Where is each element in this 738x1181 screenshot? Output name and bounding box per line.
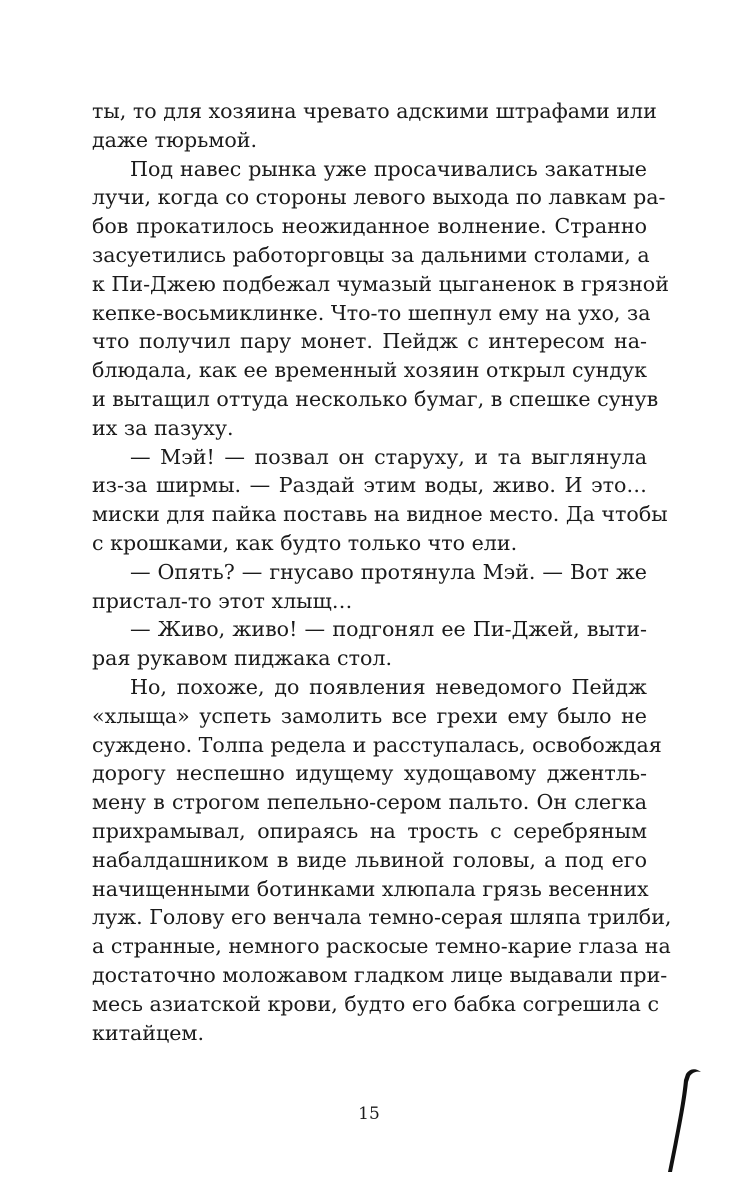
text-line: ты, то для хозяина чревато адскими штрафами или xyxy=(92,99,657,123)
text-line: «хлыща» успеть замолить все грехи ему было не xyxy=(92,703,647,728)
text-line: — Живо, живо! — подгонял ее Пи-Джей, выти- xyxy=(130,617,647,642)
text-line: достаточно моложавом гладком лице выдавали при- xyxy=(92,962,668,987)
paragraph-5 xyxy=(92,615,647,673)
text-line: бов прокатилось неожиданное волнение. Странно xyxy=(92,214,647,239)
text-line: суждено. Толпа редела и расступалась, освобождая xyxy=(92,732,662,757)
paragraph-1 xyxy=(92,97,657,155)
text-line: мену в строгом пепельно-сером пальто. Он слегка xyxy=(92,790,647,815)
text-line: пристал-то этот хлыщ… xyxy=(92,588,353,613)
paragraph-6 xyxy=(92,673,672,1047)
paragraph-2 xyxy=(92,155,669,443)
text-line: — Мэй! — позвал он старуху, и та выглянула xyxy=(130,444,647,469)
text-line: блюдала, как ее временный хозяин открыл сундук xyxy=(92,358,647,383)
text-line: миски для пайка поставь на видное место. Да чтобы xyxy=(92,502,668,527)
text-line: луж. Голову его венчала темно-серая шляпа трилби, xyxy=(92,905,672,930)
text-line: с крошками, как будто только что ели. xyxy=(92,530,518,555)
scan-edge-mark xyxy=(660,1062,710,1174)
text-line: китайцем. xyxy=(92,1020,204,1045)
paragraph-3 xyxy=(92,443,668,558)
text-line: лучи, когда со стороны левого выхода по лавкам ра- xyxy=(92,185,666,210)
text-line: засуетились работорговцы за дальними столами, а xyxy=(92,242,650,267)
paragraph-4 xyxy=(92,558,647,616)
text-line: их за пазуху. xyxy=(92,415,234,440)
body-text xyxy=(92,97,672,1047)
text-line: набалдашником в виде львиной головы, а под его xyxy=(92,847,647,872)
text-line: дорогу неспешно идущему худощавому джентль- xyxy=(92,761,647,786)
text-line: — Опять? — гнусаво протянула Мэй. — Вот же xyxy=(130,559,647,584)
text-line: даже тюрьмой. xyxy=(92,127,258,152)
text-line: рая рукавом пиджака стол. xyxy=(92,646,393,671)
text-line: Под навес рынка уже просачивались закатные xyxy=(130,156,647,181)
text-line: и вытащил оттуда несколько бумаг, в спешке сунув xyxy=(92,386,659,411)
text-line: месь азиатской крови, будто его бабка согрешила с xyxy=(92,991,659,1016)
text-line: а странные, немного раскосые темно-карие глаза на xyxy=(92,934,671,959)
text-line: кепке-восьмиклинке. Что-то шепнул ему на ухо, за xyxy=(92,300,651,325)
text-line: к Пи-Джею подбежал чумазый цыганенок в грязной xyxy=(92,271,669,296)
text-line: прихрамывал, опираясь на трость с серебряным xyxy=(92,818,647,843)
text-line: из-за ширмы. — Раздай этим воды, живо. И это… xyxy=(92,473,647,498)
text-line: Но, похоже, до появления неведомого Пейдж xyxy=(130,674,647,699)
page-number: 15 xyxy=(358,1104,380,1124)
text-line: что получил пару монет. Пейдж с интересом на- xyxy=(92,329,647,354)
text-line: начищенными ботинками хлюпала грязь весенних xyxy=(92,876,649,901)
